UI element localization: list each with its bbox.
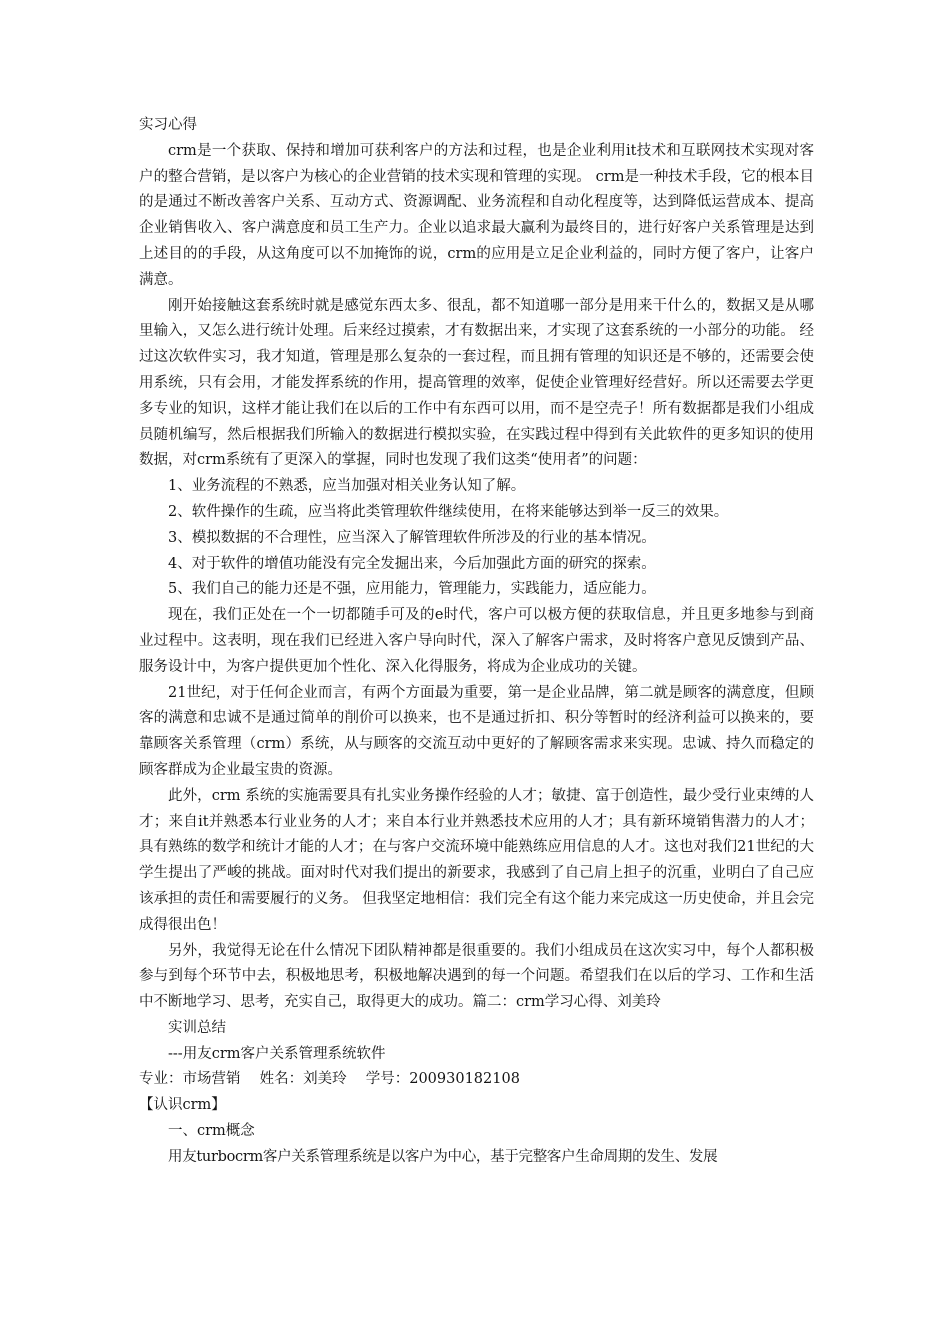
list-item-1: 1、业务流程的不熟悉，应当加强对相关业务认知了解。 (168, 478, 526, 495)
list-item-4: 4、对于软件的增值功能没有完全发掘出来，今后加强此方面的研究的探索。 (168, 555, 656, 572)
document-title: 实习心得 (139, 117, 197, 133)
section2-heading: 实训总结 (168, 1019, 226, 1036)
section2-subtitle: ---用友crm客户关系管理系统软件 (168, 1045, 386, 1062)
paragraph-teamwork: 另外，我觉得无论在什么情况下团队精神都是很重要的。我们小组成员在这次实习中，每个人都积极参与到每个环节中去，积极地思考，积极地解决遇到的每一个问题。希望我们在以后的学习、工作和生活中不断地学习、思考，充实自己，取得更大的成功。篇二：crm学习心得、刘美玲 (139, 942, 814, 1011)
paragraph-crm-intro: crm是一个获取、保持和增加可获利客户的方法和过程，也是企业利用it技术和互联网技术实现对客户的整合营销，是以客户为核心的企业营销的技术实现和管理的实现。 crm是一种技术手段，它的根本目的是通过不断改善客户关系、互动方式、资源调配、业务流程和自动化程度等，达到降低运营成本、提高企业销售收入、客户满意度和员工生产力。企业以追求最大赢利为最终目的，进行好客户关系管理是达到上述目的的手段，从这角度可以不加掩饰的说，crm的应用是立足企业利益的，同时方便了客户，让客户满意。 (139, 142, 814, 288)
paragraph-e-era: 现在，我们正处在一个一切都随手可及的e时代，客户可以极方便的获取信息，并且更多地参与到商业过程中。这表明，现在我们已经进入客户导向时代，深入了解客户需求，及时将客户意见反馈到产品、服务设计中，为客户提供更加个性化、深入化得服务，将成为企业成功的关键。 (139, 607, 814, 675)
list-item-2: 2、软件操作的生疏，应当将此类管理软件继续使用，在将来能够达到举一反三的效果。 (168, 503, 729, 520)
list-item-3: 3、模拟数据的不合理性，应当深入了解管理软件所涉及的行业的基本情况。 (168, 529, 656, 546)
section2-last-line: 用友turbocrm客户关系管理系统是以客户为中心，基于完整客户生命周期的发生、发展 (168, 1148, 718, 1165)
section2-info: 专业：市场营销 姓名：刘美玲 学号：200930182108 (139, 1071, 520, 1088)
document-page (139, 113, 814, 1171)
list-item-5: 5、我们自己的能力还是不强，应用能力，管理能力，实践能力，适应能力。 (168, 581, 656, 598)
paragraph-talent: 此外，crm 系统的实施需要具有扎实业务操作经验的人才；敏捷、富于创造性，最少受行业束缚的人才；来自it并熟悉本行业业务的人才；来自本行业并熟悉技术应用的人才；具有新环境销售潜力的人才；具有熟练的数学和统计才能的人才；在与客户交流环境中能熟练应用信息的人才。这也对我们21世纪的大学生提出了严峻的挑战。面对时代对我们提出的新要求，我感到了自己肩上担子的沉重，业明白了自己应该承担的责任和需要履行的义务。 但我坚定地相信：我们完全有这个能力来完成这一历史使命，并且会完成得很出色！ (139, 787, 814, 933)
paragraph-first-contact: 刚开始接触这套系统时就是感觉东西太多、很乱，都不知道哪一部分是用来干什么的，数据又是从哪里输入，又怎么进行统计处理。后来经过摸索，才有数据出来，才实现了这套系统的一小部分的功能。 经过这次软件实习，我才知道，管理是那么复杂的一套过程，而且拥有管理的知识还是不够的，还需要会使用系统，只有会用，才能发挥系统的作用，提高管理的效率，促使企业管理好经营好。所以还需要去学更多专业的知识，这样才能让我们在以后的工作中有东西可以用，而不是空壳子！所有数据都是我们小组成员随机编写，然后根据我们所输入的数据进行模拟实验，在实践过程中得到有关此软件的更多知识的使用数据，对crm系统有了更深入的掌握，同时也发现了我们这类“使用者”的问题： (139, 297, 814, 469)
paragraph-21st-century: 21世纪，对于任何企业而言，有两个方面最为重要，第一是企业品牌，第二就是顾客的满意度，但顾客的满意和忠诚不是通过简单的削价可以换来，也不是通过折扣、积分等暂时的经济利益可以换来的，要靠顾客关系管理（crm）系统，从与顾客的交流互动中更好的了解顾客需求来实现。忠诚、持久而稳定的顾客群成为企业最宝贵的资源。 (139, 684, 814, 778)
section2-tag: 【认识crm】 (139, 1097, 226, 1114)
section2-item-crm-concept: 一、crm概念 (168, 1123, 255, 1140)
